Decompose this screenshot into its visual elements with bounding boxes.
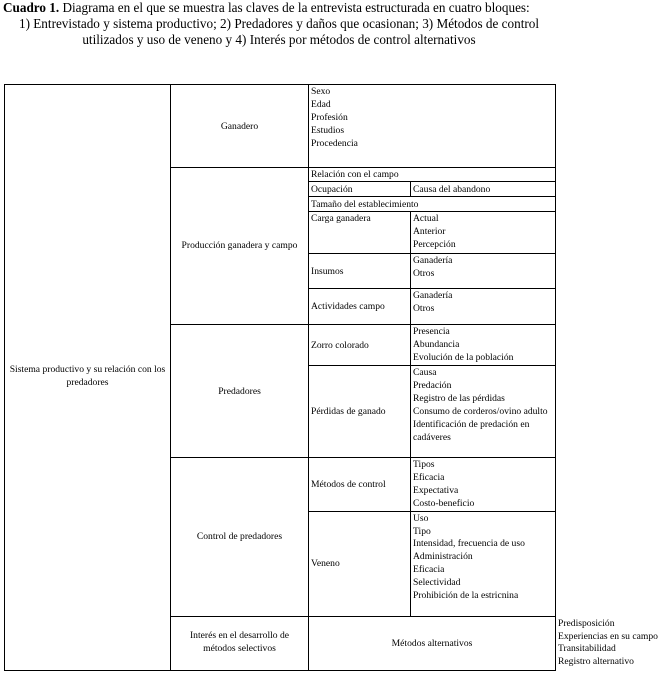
list-item: Otros [413, 267, 435, 279]
list-item: Selectividad [413, 577, 461, 589]
cell-zorro: Zorro colorado [309, 325, 411, 366]
list-item: Intensidad, frecuencia de uso [413, 538, 525, 550]
list-item: Estudios [311, 124, 345, 136]
veneno-items [411, 511, 556, 616]
cell-control: Control de predadores [171, 458, 309, 617]
block-sistema-productivo: Sistema productivo y su relación con los predadores [5, 85, 171, 671]
caption-line-1 [3, 0, 558, 16]
list-item: Abundancia [413, 338, 460, 350]
carga-items [411, 212, 556, 254]
list-item: Predación [413, 379, 452, 391]
row-ganadero [5, 85, 556, 168]
interview-keys-table [4, 84, 658, 671]
list-item: Prohibición de la estricnina [413, 590, 519, 602]
list-item: Anterior [413, 225, 446, 237]
cell-insumos: Insumos [309, 254, 411, 289]
perdidas-items [411, 366, 556, 458]
cell-predadores: Predadores [171, 325, 309, 458]
caption-line-2: 1) Entrevistado y sistema productivo; 2) Predadores y daños que ocasionan; 3) Métodos de control [18, 16, 540, 31]
cell-tamano: Tamaño del establecimiento [309, 197, 556, 212]
cell-perdidas: Pérdidas de ganado [309, 366, 411, 458]
list-item: Administración [413, 551, 473, 563]
list-item: Sexo [311, 86, 331, 97]
list-item: Ganadería [413, 290, 453, 301]
list-item: Procedencia [311, 137, 358, 149]
list-item: Edad [311, 98, 331, 110]
list-item: Percepción [413, 238, 456, 250]
list-item: Uso [413, 512, 429, 524]
list-item: Presencia [413, 326, 450, 337]
caption-line-3: utilizados y uso de veneno y 4) Interés por métodos de control alternativos [82, 32, 476, 47]
row-alternativos: Interés en el desarrollo de métodos selectivos Métodos alternativos Predisposición Experiencias en su campo Transitabilidad Registro alternativo [5, 616, 556, 670]
list-item: Tipo [413, 525, 431, 537]
caption-text-1: Diagrama en el que se muestra las claves de la entrevista estructurada en cuatro bloques: [59, 0, 530, 15]
caption-label: Cuadro 1. [3, 0, 60, 15]
cell-relacion: Relación con el campo [309, 168, 556, 182]
cell-metodos: Métodos de control [309, 458, 411, 512]
list-item: Costo-beneficio [413, 497, 475, 509]
list-item: Consumo de corderos/ovino adulto [413, 405, 548, 417]
cell-alternativos: Métodos alternativos [309, 616, 556, 670]
list-item: Otros [413, 302, 435, 314]
ganadero-items [309, 85, 556, 168]
actividades-items [411, 289, 556, 325]
metodos-items [411, 458, 556, 512]
cell-actividades: Actividades campo [309, 289, 411, 325]
cell-causa-abandono: Causa del abandono [411, 182, 556, 197]
list-item: Tipos [413, 459, 435, 470]
cell-produccion: Producción ganadera y campo [171, 168, 309, 325]
zorro-items [411, 325, 556, 366]
list-item: Causa [413, 367, 437, 378]
cell-ocupacion: Ocupación [309, 182, 411, 197]
cell-ganadero: Ganadero [171, 85, 309, 168]
block-interes-metodos: Interés en el desarrollo de métodos selectivos [171, 616, 309, 670]
list-item: Profesión [311, 111, 348, 123]
list-item: Eficacia [413, 471, 445, 483]
list-item: Expectativa [413, 484, 459, 496]
list-item: Eficacia [413, 564, 445, 576]
list-item: Evolución de la población [413, 351, 514, 363]
list-item: Identificación de predación en cadáveres [413, 418, 530, 443]
cell-carga: Carga ganadera [309, 212, 411, 254]
insumos-items [411, 254, 556, 289]
list-item: Actual [413, 213, 439, 224]
list-item: Registro de las pérdidas [413, 392, 505, 404]
cell-veneno: Veneno [309, 511, 411, 616]
list-item: Ganadería [413, 255, 453, 266]
